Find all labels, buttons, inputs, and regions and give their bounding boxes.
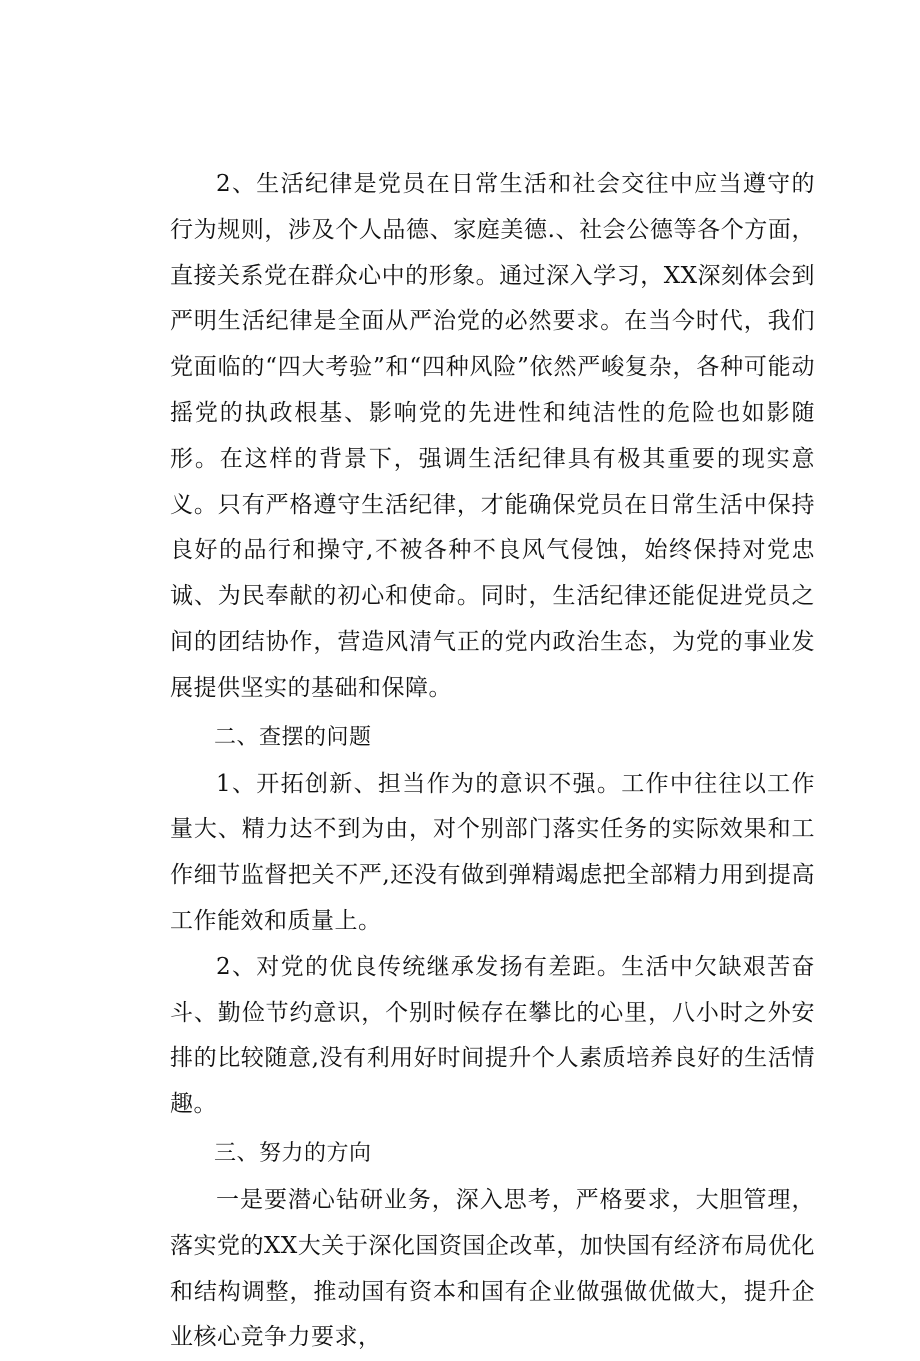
paragraph-problem-1: 1、开拓创新、担当作为的意识不强。工作中往往以工作量大、精力达不到为由，对个别部门落实任务的实际效果和工作细节监督把关不严,还没有做到弹精竭虑把全部精力用到提高工作能效和质量上。 — [170, 770, 815, 934]
document-body — [170, 162, 815, 1361]
paragraph-problem-2: 2、对党的优良传统继承发扬有差距。生活中欠缺艰苦奋斗、勤俭节约意识，个别时候存在攀比的心里，八小时之外安排的比较随意,没有利用好时间提升个人素质培养良好的生活情趣。 — [170, 953, 815, 1118]
section-heading-problems: 二、查摆的问题 — [214, 724, 372, 750]
paragraph-direction-1: 一是要潜心钻研业务，深入思考，严格要求，大胆管理，落实党的XX大关于深化国资国企改革，加快国有经济布局优化和结构调整，推动国有资本和国有企业做强做优做大，提升企业核心竞争力要求， — [170, 1186, 815, 1351]
paragraph-life-discipline: 2、生活纪律是党员在日常生活和社会交往中应当遵守的行为规则，涉及个人品德、家庭美德.、社会公德等各个方面，直接关系党在群众心中的形象。通过深入学习，XX深刻体会到严明生活纪律是全面从严治党的必然要求。在当今时代，我们党面临的“四大考验”和“四种风险”依然严峻复杂，各种可能动摇党的执政根基、影响党的先进性和纯洁性的危险也如影随形。在这样的背景下，强调生活纪律具有极其重要的现实意义。只有严格遵守生活纪律，才能确保党员在日常生活中保持良好的品行和操守,不被各种不良风气侵蚀，始终保持对党忠诚、为民奉献的初心和使命。同时，生活纪律还能促进党员之间的团结协作，营造风清气正的党内政治生态，为党的事业发展提供坚实的基础和保障。 — [170, 171, 815, 701]
section-heading-direction: 三、努力的方向 — [214, 1140, 372, 1166]
